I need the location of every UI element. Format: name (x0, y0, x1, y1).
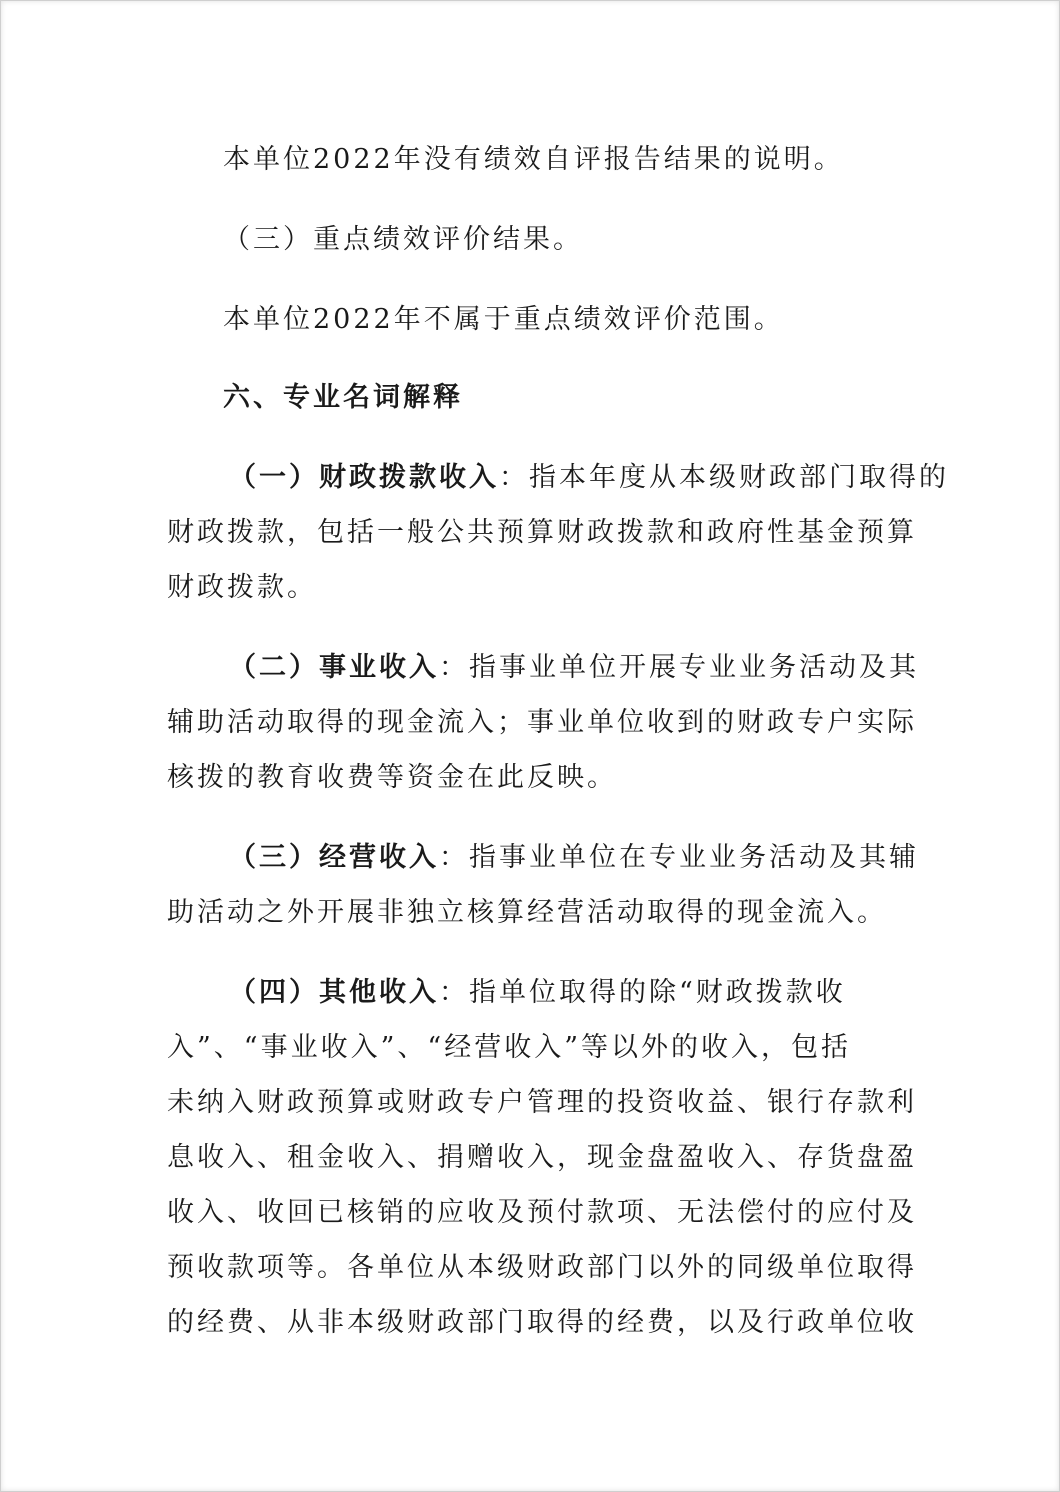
term-business-income-line-1 (229, 651, 919, 685)
term-label: （二）事业收入 (229, 652, 439, 683)
term-definition: ：指事业单位开展专业业务活动及其 (439, 652, 919, 683)
term-fiscal-appropriation-line-2: 财政拨款，包括一般公共预算财政拨款和政府性基金预算 (167, 517, 917, 548)
paragraph-self-evaluation-note: 本单位2022年没有绩效自评报告结果的说明。 (223, 144, 844, 175)
term-other-income-line-6: 预收款项等。各单位从本级财政部门以外的同级单位取得 (167, 1252, 917, 1283)
term-definition: ：指本年度从本级财政部门取得的 (499, 462, 949, 493)
term-other-income-line-7: 的经费、从非本级财政部门取得的经费，以及行政单位收 (167, 1307, 917, 1338)
term-other-income-line-4: 息收入、租金收入、捐赠收入，现金盘盈收入、存货盘盈 (167, 1142, 917, 1173)
term-operating-income-line-2: 助活动之外开展非独立核算经营活动取得的现金流入。 (167, 897, 887, 928)
term-operating-income-line-1 (229, 841, 919, 875)
term-other-income-line-2: 入”、“事业收入”、“经营收入”等以外的收入，包括 (167, 1032, 852, 1063)
heading-terminology: 六、专业名词解释 (223, 382, 463, 413)
term-label: （三）经营收入 (229, 842, 439, 873)
heading-key-evaluation-results: （三）重点绩效评价结果。 (223, 224, 583, 255)
term-definition: ：指事业单位在专业业务活动及其辅 (439, 842, 919, 873)
term-definition: ：指单位取得的除“财政拨款收 (439, 977, 846, 1008)
term-fiscal-appropriation-line-1 (229, 461, 949, 495)
term-other-income-line-5: 收入、收回已核销的应收及预付款项、无法偿付的应付及 (167, 1197, 917, 1228)
term-fiscal-appropriation-line-3: 财政拨款。 (167, 572, 317, 603)
term-other-income-line-1 (229, 976, 846, 1010)
term-label: （四）其他收入 (229, 977, 439, 1008)
term-business-income-line-2: 辅助活动取得的现金流入；事业单位收到的财政专户实际 (167, 707, 917, 738)
paragraph-key-evaluation-scope: 本单位2022年不属于重点绩效评价范围。 (223, 304, 784, 335)
term-business-income-line-3: 核拨的教育收费等资金在此反映。 (167, 762, 617, 793)
term-label: （一）财政拨款收入 (229, 462, 499, 493)
term-other-income-line-3: 未纳入财政预算或财政专户管理的投资收益、银行存款利 (167, 1087, 917, 1118)
